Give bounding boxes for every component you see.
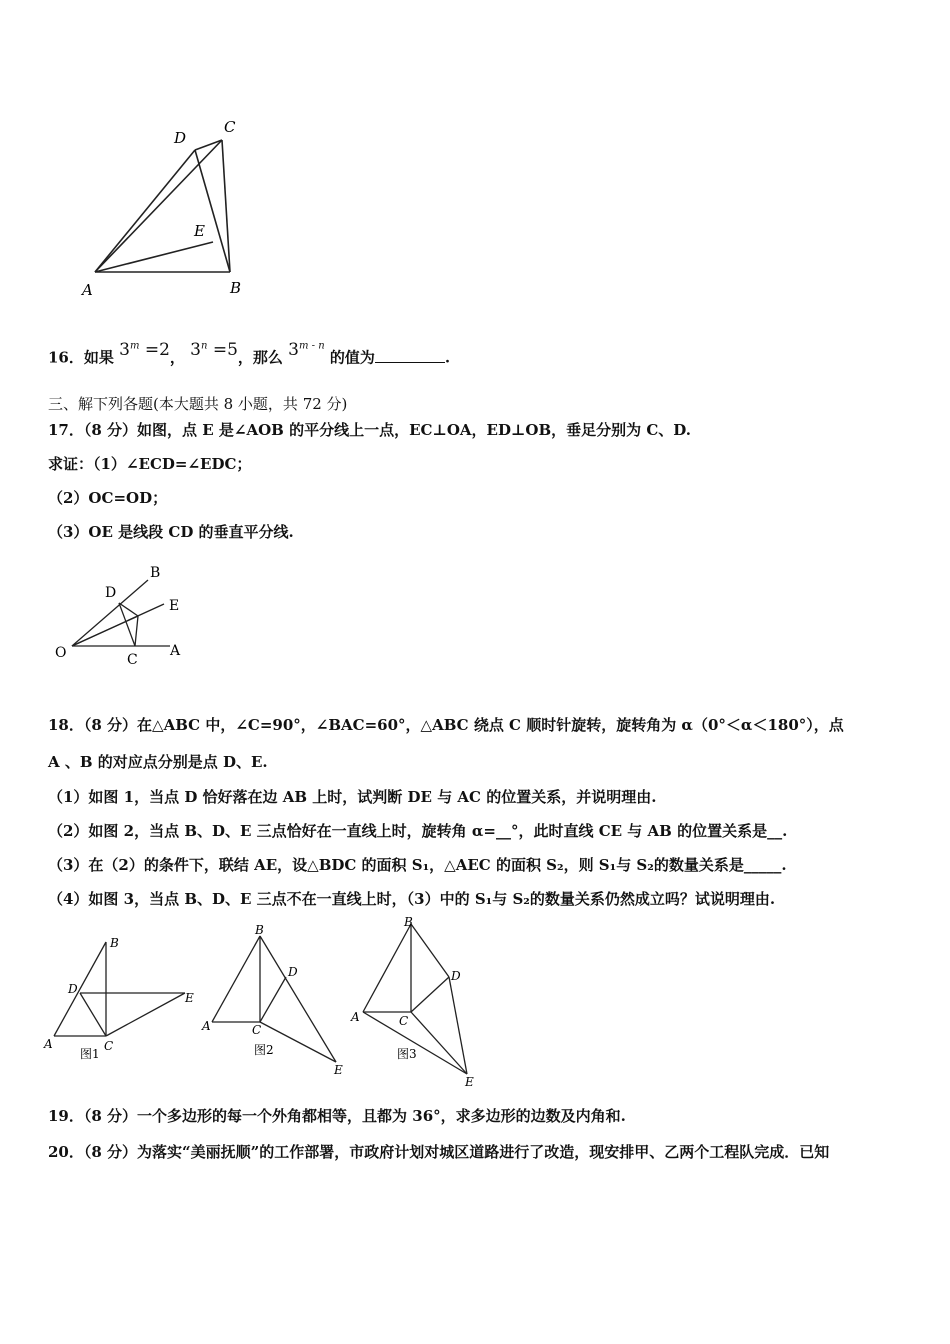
question-18-part2: （2）如图 2，当点 B、D、E 三点恰好在一直线上时，旋转角 α=__°，此时直线 CE 与 AB 的位置关系是__.: [48, 822, 788, 840]
label-a: A: [82, 281, 93, 299]
fig2-label-d: D: [288, 965, 298, 979]
fig3-label-b: B: [404, 915, 413, 929]
fig2-label-a: A: [202, 1019, 211, 1033]
q16-expr3-base: 3: [288, 339, 299, 360]
q16-number: 16．: [48, 348, 84, 367]
figure-q17: [50, 560, 200, 675]
q16-expr1-base: 3: [119, 339, 130, 360]
question-18-part1: （1）如图 1，当点 D 恰好落在边 AB 上时，试判断 DE 与 AC 的位置关系，并说明理由.: [48, 788, 657, 806]
figure-q15: [70, 110, 270, 310]
q16-expr1-exp: m: [129, 340, 140, 351]
fig2-label-b: B: [255, 923, 264, 937]
question-19: 19．（8 分）一个多边形的每一个外角都相等，且都为 36°，求多边形的边数及内角和.: [48, 1107, 626, 1125]
q17-label-a: A: [170, 643, 181, 659]
fig1-label-d: D: [68, 982, 78, 996]
fig1-label-c: C: [104, 1039, 114, 1053]
q16-end: .: [444, 348, 451, 367]
label-d: D: [174, 129, 187, 147]
q16-mid: ，那么: [237, 348, 283, 367]
question-17-part1: 求证：（1）∠ECD=∠EDC；: [48, 455, 252, 473]
question-16: [48, 339, 451, 368]
q17-label-d: D: [105, 585, 117, 601]
q16-sep: ，: [169, 348, 185, 367]
fig2-caption: 图2: [254, 1043, 274, 1057]
fig1-caption: 图1: [80, 1047, 100, 1061]
fig3-label-e: E: [465, 1075, 474, 1089]
question-18-part3: （3）在（2）的条件下，联结 AE，设△BDC 的面积 S₁，△AEC 的面积 S₂，则 S₁与 S₂的数量关系是_____.: [48, 856, 787, 874]
fig2-label-e: E: [334, 1063, 343, 1077]
q17-label-b: B: [150, 565, 161, 581]
figure-18-3: [345, 912, 495, 1092]
fig1-label-b: B: [110, 936, 119, 950]
label-b: B: [230, 279, 242, 297]
q16-expr2-exp: n: [200, 340, 208, 351]
question-17-stem: 17．（8 分）如图，点 E 是∠AOB 的平分线上一点，EC⊥OA，ED⊥OB，垂足分别为 C、D.: [48, 421, 692, 439]
question-18-stem-2: A 、B 的对应点分别是点 D、E.: [48, 753, 268, 771]
label-e: E: [194, 222, 205, 240]
section-3-title: 三、解下列各题(本大题共 8 小题，共 72 分): [48, 395, 348, 413]
q17-label-e: E: [169, 598, 180, 614]
figure-18-1: [40, 930, 205, 1070]
fig3-caption: 图3: [397, 1047, 417, 1061]
label-c: C: [224, 118, 236, 136]
fig1-label-e: E: [185, 991, 194, 1005]
question-20: 20．（8 分）为落实“美丽抚顺”的工作部署，市政府计划对城区道路进行了改造，现安排甲、乙两个工程队完成．已知: [48, 1143, 830, 1161]
fig3-label-a: A: [351, 1010, 360, 1024]
answer-blank: [375, 348, 445, 363]
figure-18-2: [200, 920, 350, 1080]
q16-expr2-base: 3: [190, 339, 201, 360]
q16-expr2-rhs: =5: [212, 339, 238, 360]
question-17-part3: （3）OE 是线段 CD 的垂直平分线.: [48, 523, 294, 541]
question-18-stem-1: 18．（8 分）在△ABC 中，∠C=90°，∠BAC=60°，△ABC 绕点 C 顺时针旋转，旋转角为 α（0°＜α＜180°），点: [48, 716, 844, 734]
question-18-part4: （4）如图 3，当点 B、D、E 三点不在一直线上时，（3）中的 S₁与 S₂的数量关系仍然成立吗？试说明理由.: [48, 890, 776, 908]
question-17-part2: （2）OC=OD；: [48, 489, 168, 507]
q16-suffix: 的值为: [329, 348, 375, 367]
fig3-label-d: D: [451, 969, 461, 983]
fig3-label-c: C: [399, 1014, 409, 1028]
q16-prefix: 如果: [83, 348, 114, 367]
fig1-label-a: A: [44, 1037, 53, 1051]
q16-expr1-rhs: =2: [144, 339, 170, 360]
q17-label-c: C: [127, 652, 138, 668]
fig2-label-c: C: [252, 1023, 262, 1037]
q17-label-o: O: [55, 645, 67, 661]
q16-expr3-exp: m - n: [298, 340, 325, 351]
